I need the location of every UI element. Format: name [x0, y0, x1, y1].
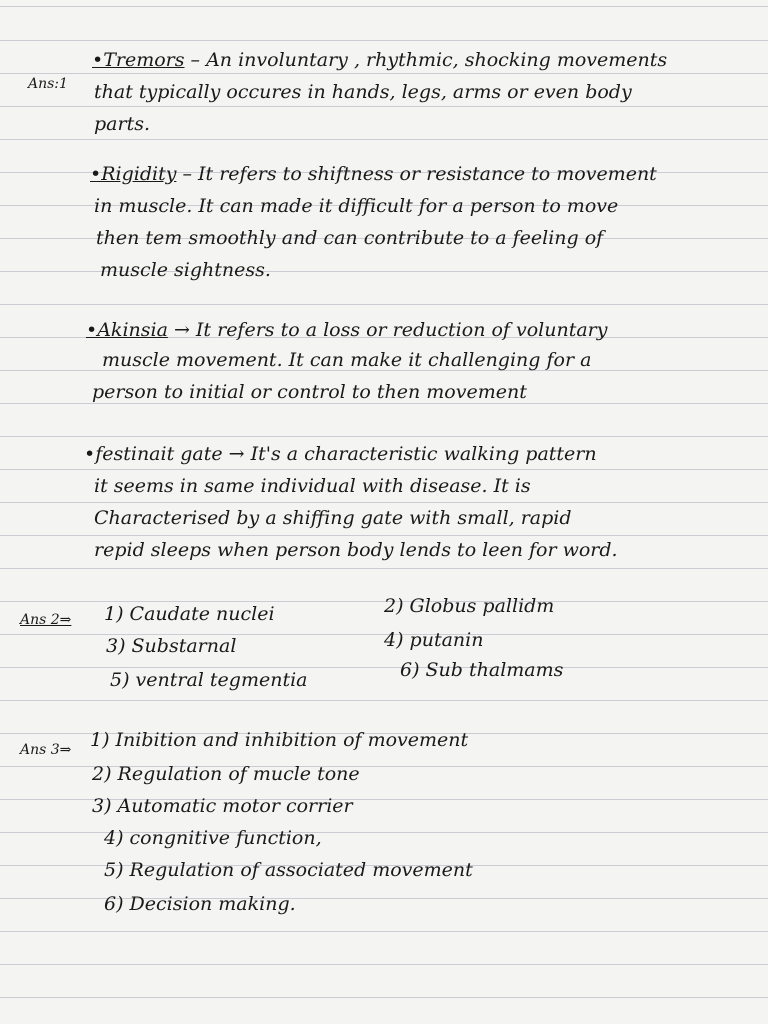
rigidity-text-1: – It refers to shiftness or resistance to movement	[182, 163, 657, 185]
tremors-line-2: that typically occures in hands, legs, arms or even body	[94, 81, 632, 103]
tremors-text-1: – An involuntary , rhythmic, shocking movements	[190, 49, 668, 71]
festinant-line-1: •festinait gate → It's a characteristic walking pattern	[84, 443, 597, 465]
ans2-item-4: 4) putanin	[384, 629, 484, 651]
ans3-item-4: 4) congnitive function,	[104, 827, 322, 849]
ans3-item-1: 1) Inibition and inhibition of movement	[90, 729, 469, 751]
rigidity-line-2: in muscle. It can made it difficult for a person to move	[94, 195, 619, 217]
rigidity-line-3: then tem smoothly and can contribute to a feeling of	[96, 227, 604, 249]
answer-3-label: Ans 3⇒	[20, 742, 72, 758]
tremors-line-1	[92, 48, 667, 72]
tremors-term: •Tremors	[92, 49, 185, 71]
ans3-item-5: 5) Regulation of associated movement	[104, 859, 473, 881]
akinsia-line-1	[86, 318, 608, 342]
ans3-item-3: 3) Automatic motor corrier	[92, 795, 353, 817]
ans2-item-1: 1) Caudate nuclei	[104, 603, 275, 625]
tremors-line-3: parts.	[94, 113, 150, 135]
ans2-item-3: 3) Substarnal	[106, 635, 237, 657]
akinsia-line-3: person to initial or control to then movement	[92, 381, 527, 403]
rigidity-line-4: muscle sightness.	[100, 259, 271, 281]
festinant-line-4: repid sleeps when person body lends to leen for word.	[94, 539, 618, 561]
ans3-item-6: 6) Decision making.	[104, 893, 296, 915]
festinant-line-3: Characterised by a shiffing gate with small, rapid	[94, 507, 572, 529]
answer-1-label: Ans:1	[28, 76, 68, 92]
ans2-item-2: 2) Globus pallidm	[384, 595, 555, 617]
akinsia-term: •Akinsia	[86, 319, 168, 341]
akinsia-text-1: → It refers to a loss or reduction of voluntary	[173, 319, 608, 341]
ans2-item-6: 6) Sub thalmams	[400, 659, 564, 681]
ans3-item-2: 2) Regulation of mucle tone	[92, 763, 360, 785]
akinsia-line-2: muscle movement. It can make it challenging for a	[102, 349, 592, 371]
ans2-item-5: 5) ventral tegmentia	[110, 669, 308, 691]
rigidity-line-1	[90, 162, 657, 186]
festinant-line-2: it seems in same individual with disease. It is	[94, 475, 531, 497]
rigidity-term: •Rigidity	[90, 163, 177, 185]
answer-2-label: Ans 2⇒	[20, 612, 72, 628]
